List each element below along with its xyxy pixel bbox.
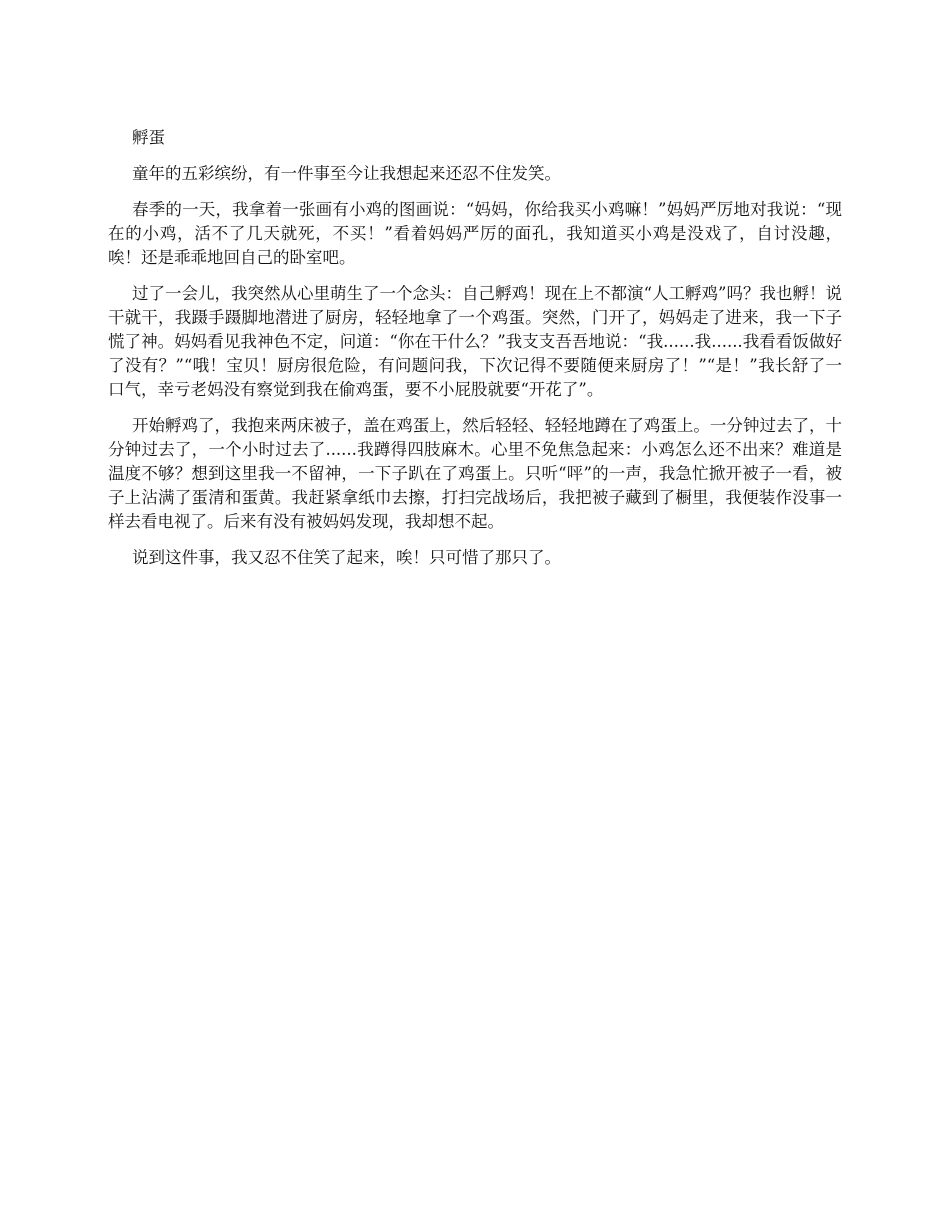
paragraph-3: 过了一会儿，我突然从心里萌生了一个念头：自己孵鸡！现在上不都演“人工孵鸡”吗？我也孵！说干就干，我蹑手蹑脚地潜进了厨房，轻轻地拿了一个鸡蛋。突然，门开了，妈妈走了进来，我一下子慌了神。妈妈看见我神色不定，问道：“你在干什么？”我支支吾吾地说：“我......我......我看看饭做好了没有？”“哦！宝贝！厨房很危险，有问题问我，下次记得不要随便来厨房了！”“是！”我长舒了一口气，幸亏老妈没有察觉到我在偷鸡蛋，要不小屁股就要“开花了”。	[108, 284, 842, 399]
paragraph-4: 开始孵鸡了，我抱来两床被子，盖在鸡蛋上，然后轻轻、轻轻地蹲在了鸡蛋上。一分钟过去了，十分钟过去了，一个小时过去了......我蹲得四肢麻木。心里不免焦急起来：小鸡怎么还不出来？难道是温度不够？想到这里我一不留神，一下子趴在了鸡蛋上。只听“呯”的一声，我急忙掀开被子一看，被子上沾满了蛋清和蛋黄。我赶紧拿纸巾去擦，打扫完战场后，我把被子藏到了橱里，我便装作没事一样去看电视了。后来有没有被妈妈发现，我却想不起。	[108, 416, 842, 531]
document-body	[108, 126, 842, 582]
document-title: 孵蛋	[132, 128, 165, 147]
paragraph-2: 春季的一天，我拿着一张画有小鸡的图画说：“妈妈，你给我买小鸡嘛！”妈妈严厉地对我说：“现在的小鸡，活不了几天就死，不买！”看着妈妈严厉的面孔，我知道买小鸡是没戏了，自讨没趣，唉！还是乖乖地回自己的卧室吧。	[108, 200, 842, 267]
paragraph-1: 童年的五彩缤纷，有一件事至今让我想起来还忍不住发笑。	[132, 164, 561, 183]
paragraph-5: 说到这件事，我又忍不住笑了起来，唉！只可惜了那只了。	[132, 548, 561, 567]
